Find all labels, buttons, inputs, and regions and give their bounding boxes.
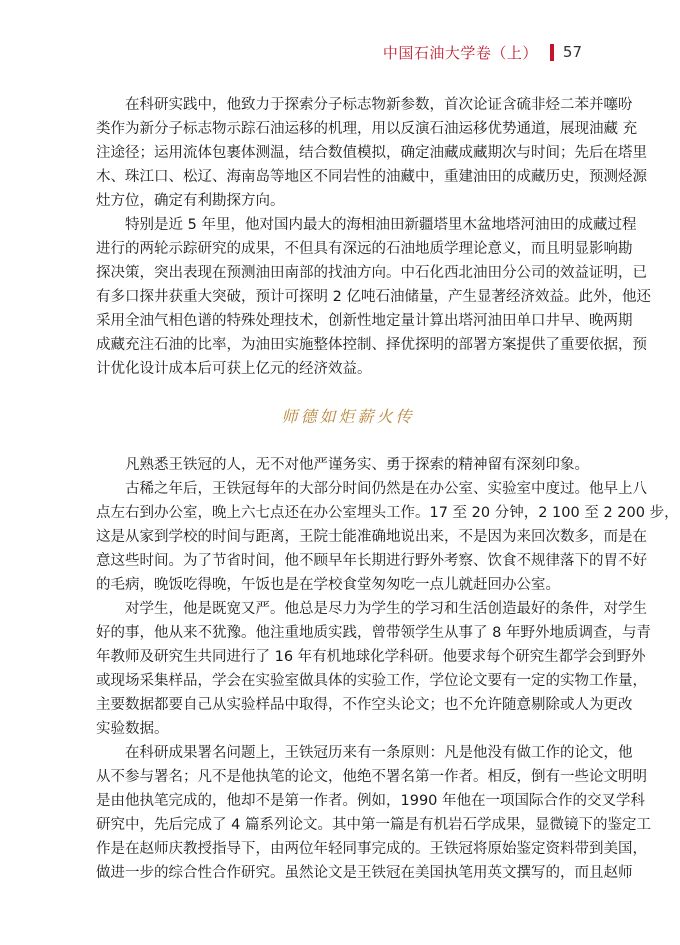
text-line: 灶方位，确定有利勘探方向。 <box>96 193 285 209</box>
text-line: 成藏充注石油的比率，为油田实施整体控制、择优探明的部署方案提供了重要依据，预 <box>96 337 647 353</box>
header-divider <box>550 44 554 61</box>
text-line: 探决策，突出表现在预测油田南部的找油方向。中石化西北油田分公司的效益证明，已 <box>96 265 647 281</box>
text-line: 意这些时间。为了节省时间，他不顾早年长期进行野外考察、饮食不规律落下的胃不好 <box>96 553 647 569</box>
text-line: 凡熟悉王铁冠的人，无不对他严谨务实、勇于探索的精神留有深刻印象。 <box>125 457 589 473</box>
text-line: 采用全油气相色谱的特殊处理技术，创新性地定量计算出塔河油田单口井早、晚两期 <box>96 313 633 329</box>
text-line: 是由他执笔完成的，他却不是第一作者。例如，1990 年他在一项国际合作的交叉学科 <box>96 793 646 809</box>
text-line: 研究中，先后完成了 4 篇系列论文。其中第一篇是有机岩石学成果，显微镜下的鉴定工 <box>96 817 651 833</box>
text-line: 这是从家到学校的时间与距离，王院士能准确地说出来，不是因为来回次数多，而是在 <box>96 529 647 545</box>
text-line: 主要数据都要自己从实验样品中取得，不作空头论文；也不允许随意剔除或人为更改 <box>96 697 633 713</box>
text-line: 进行的两轮示踪研究的成果，不但具有深远的石油地质学理论意义，而且明显影响勘 <box>96 241 633 257</box>
page-number: 57 <box>562 43 582 61</box>
paragraph <box>96 213 651 381</box>
text-line: 年教师及研究生共同进行了 16 年有机地球化学科研。他要求每个研究生都学会到野外 <box>96 649 646 665</box>
running-header <box>383 40 582 64</box>
text-line: 木、珠江口、松辽、海南岛等地区不同岩性的油藏中，重建油田的成藏历史，预测烃源 <box>96 169 647 185</box>
text-line: 从不参与署名；凡不是他执笔的论文，他绝不署名第一作者。相反，倒有一些论文明明 <box>96 769 647 785</box>
paragraph <box>96 477 679 597</box>
text-line: 做进一步的综合性合作研究。虽然论文是王铁冠在美国执笔用英文撰写的，而且赵师 <box>96 865 633 881</box>
text-line: 特别是近 5 年里，他对国内最大的海相油田新疆塔里木盆地塔河油田的成藏过程 <box>125 217 637 233</box>
text-line: 对学生，他是既宽又严。他总是尽力为学生的学习和生活创造最好的条件，对学生 <box>125 601 647 617</box>
body-text <box>96 93 679 885</box>
text-line: 实验数据。 <box>96 721 169 737</box>
text-line: 在科研实践中，他致力于探索分子标志物新参数，首次论证含硫非烃二苯并噻吩 <box>125 97 633 113</box>
book-title: 中国石油大学卷（上） <box>382 43 538 62</box>
paragraph <box>96 597 651 741</box>
text-line: 古稀之年后，王铁冠每年的大部分时间仍然是在办公室、实验室中度过。他早上八 <box>125 481 647 497</box>
text-line: 好的事，他从来不犹豫。他注重地质实践，曾带领学生从事了 8 年野外地质调查，与青 <box>96 625 651 641</box>
text-line: 点左右到办公室，晚上六七点还在办公室埋头工作。17 至 20 分钟，2 100 至 2 200 步， <box>96 505 679 521</box>
paragraph <box>96 453 600 477</box>
paragraph <box>96 93 647 213</box>
text-line: 或现场采集样品，学会在实验室做具体的实验工作，学位论文要有一定的实物工作量， <box>96 673 647 689</box>
text-line: 计优化设计成本后可获上亿元的经济效益。 <box>96 361 372 377</box>
text-line: 在科研成果署名问题上，王铁冠历来有一条原则：凡是他没有做工作的论文，他 <box>125 745 633 761</box>
text-line: 有多口探井获重大突破，预计可探明 2 亿吨石油储量，产生显著经济效益。此外，他还 <box>96 289 651 305</box>
text-line: 作是在赵师庆教授指导下，由两位年轻同事完成的。王铁冠将原始鉴定资料带到美国， <box>96 841 647 857</box>
paragraph <box>96 741 651 885</box>
text-line: 注途径；运用流体包裹体测温，结合数值模拟，确定油藏成藏期次与时间；先后在塔里 <box>96 145 647 161</box>
text-line: 的毛病，晚饭吃得晚，午饭也是在学校食堂匆匆吃一点儿就赶回办公室。 <box>96 577 560 593</box>
section-title: 师德如炬薪火传 <box>281 407 415 426</box>
text-line: 类作为新分子标志物示踪石油运移的机理，用以反演石油运移优势通道，展现油藏 充 <box>96 121 638 137</box>
